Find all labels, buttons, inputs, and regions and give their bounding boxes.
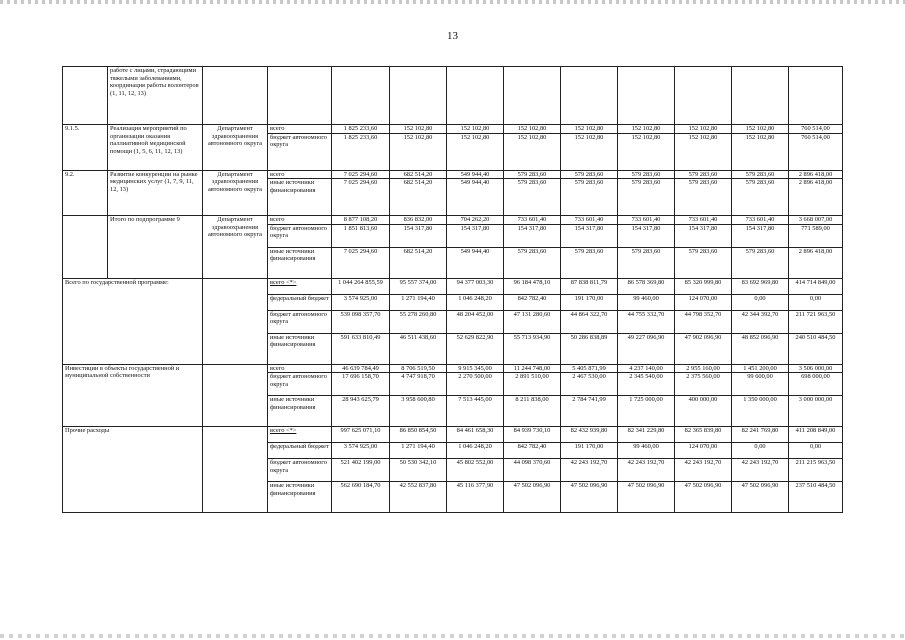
amount-cell: 47 502 096,90 [561,482,618,513]
amount-cell: 698 000,00 [789,373,843,396]
amount-cell: 3 000 000,00 [789,396,843,427]
amount-cell: 47 502 096,90 [675,482,732,513]
amount-cell: 86 850 854,50 [390,427,447,443]
amount-cell: 191 170,00 [561,443,618,459]
amount-cell: 47 502 096,90 [732,482,789,513]
amount-cell: 50 286 838,89 [561,333,618,364]
amount-cell: 2 467 530,00 [561,373,618,396]
amount-cell: 0,00 [732,443,789,459]
amount-cell: 211 721 963,50 [789,310,843,333]
amount-cell: 47 902 096,90 [675,333,732,364]
source-cell: федеральный бюджет [268,294,332,310]
amount-cell: 152 102,80 [561,133,618,170]
amount-cell: 539 098 357,70 [332,310,390,333]
amount-cell: 124 070,00 [675,294,732,310]
table-row [63,67,843,125]
amount-cell: 152 102,80 [618,133,675,170]
amount-cell: 411 208 849,00 [789,427,843,443]
amount-cell: 8 211 838,00 [504,396,561,427]
amount-cell: 152 102,80 [390,133,447,170]
source-cell: бюджет автономного округа [268,224,332,247]
amount-cell: 8 877 108,20 [332,216,390,225]
amount-cell: 7 025 294,60 [332,179,390,216]
amount-cell: 84 939 730,10 [504,427,561,443]
amount-cell: 42 552 837,80 [390,482,447,513]
amount-cell: 997 625 071,10 [332,427,390,443]
source-cell: бюджет автономного округа [268,133,332,170]
amount-cell: 124 070,00 [675,443,732,459]
amount-cell: 5 405 871,99 [561,364,618,373]
source-cell: иные источники финансирования [268,247,332,278]
amount-cell: 152 102,80 [390,125,447,134]
amount-cell: 85 320 999,80 [675,278,732,294]
amount-cell: 3 668 007,00 [789,216,843,225]
amount-cell: 55 278 260,80 [390,310,447,333]
amount-cell: 96 184 478,10 [504,278,561,294]
amount-cell: 579 283,60 [504,170,561,179]
amount-cell: 9 915 345,00 [447,364,504,373]
amount-cell: 95 557 374,00 [390,278,447,294]
amount-cell: 771 589,00 [789,224,843,247]
amount-cell: 82 341 229,80 [618,427,675,443]
scan-edge-top [0,0,905,4]
amount-cell: 2 955 160,00 [675,364,732,373]
table-row [63,278,843,294]
section-title-cell: Прочие расходы [63,427,203,513]
amount-cell: 760 514,00 [789,133,843,170]
amount-cell: 704 262,20 [447,216,504,225]
activity-title-cell: Развитие конкуренции на рынке медицинских услуг (1, 7, 9, 11, 12, 13) [108,170,203,216]
amount-cell: 28 943 625,79 [332,396,390,427]
amount-cell: 3 958 600,80 [390,396,447,427]
amount-cell: 154 317,80 [504,224,561,247]
source-cell: иные источники финансирования [268,482,332,513]
amount-cell: 94 377 003,30 [447,278,504,294]
amount-cell: 2 896 418,00 [789,170,843,179]
row-number-cell [63,67,108,125]
source-cell: бюджет автономного округа [268,373,332,396]
amount-cell: 1 350 000,00 [732,396,789,427]
row-number-cell [63,216,108,279]
budget-table [62,66,843,513]
amount-cell: 50 530 342,10 [390,459,447,482]
amount-cell: 47 502 096,90 [618,482,675,513]
amount-cell: 842 782,40 [504,443,561,459]
source-cell: всего [268,364,332,373]
amount-cell: 7 025 294,60 [332,247,390,278]
amount-cell: 760 514,00 [789,125,843,134]
section-title-cell: Всего по государственной программе: [63,278,203,364]
amount-cell: 682 514,20 [390,179,447,216]
amount-cell: 154 317,80 [390,224,447,247]
amount-cell: 579 283,60 [561,170,618,179]
source-cell [268,67,332,125]
amount-cell: 152 102,80 [675,133,732,170]
amount-cell: 549 944,40 [447,247,504,278]
source-cell: бюджет автономного округа [268,459,332,482]
amount-cell: 579 283,60 [675,247,732,278]
amount-cell: 152 102,80 [675,125,732,134]
amount-cell: 579 283,60 [561,247,618,278]
amount-cell: 2 891 510,00 [504,373,561,396]
amount-cell: 17 696 158,70 [332,373,390,396]
executor-cell [203,278,268,364]
amount-cell: 87 838 811,79 [561,278,618,294]
amount-cell: 46 511 438,60 [390,333,447,364]
amount-cell: 7 513 445,00 [447,396,504,427]
amount-cell: 44 798 352,70 [675,310,732,333]
table-row [63,427,843,443]
section-title-cell: Инвестиции в объекты государственной и муниципальной собственности [63,364,203,427]
amount-cell: 562 690 184,70 [332,482,390,513]
amount-cell: 836 832,00 [390,216,447,225]
amount-cell: 152 102,80 [618,125,675,134]
amount-cell: 42 243 192,70 [732,459,789,482]
amount-cell: 48 852 096,90 [732,333,789,364]
amount-cell: 4 237 140,00 [618,364,675,373]
amount-cell: 48 204 452,00 [447,310,504,333]
source-cell: бюджет автономного округа [268,310,332,333]
amount-cell: 8 706 519,50 [390,364,447,373]
amount-cell: 99 600,00 [732,373,789,396]
table-row [63,170,843,179]
amount-cell: 591 633 810,49 [332,333,390,364]
amount-cell: 82 241 769,80 [732,427,789,443]
amount-cell: 579 283,60 [504,179,561,216]
activity-title-cell: Реализация мероприятий по организации оказания паллиативной медицинской помощи (1, 5, 6, 11, 12, 13) [108,125,203,171]
amount-cell: 152 102,80 [447,133,504,170]
amount-cell: 0,00 [789,294,843,310]
amount-cell: 154 317,80 [561,224,618,247]
amount-cell: 154 317,80 [618,224,675,247]
executor-cell: Департамент здравоохранения автономного округа [203,125,268,171]
executor-cell: Департамент здравоохранения автономного округа [203,170,268,216]
amount-cell: 733 601,40 [732,216,789,225]
amount-cell: 42 344 392,70 [732,310,789,333]
amount-cell: 579 283,60 [675,170,732,179]
source-cell: всего [268,125,332,134]
amount-cell: 2 270 500,00 [447,373,504,396]
amount-cell: 154 317,80 [675,224,732,247]
amount-cell: 3 574 925,00 [332,443,390,459]
amount-cell: 152 102,80 [732,133,789,170]
amount-cell: 237 510 484,50 [789,482,843,513]
amount-cell: 3 506 000,00 [789,364,843,373]
amount-cell: 579 283,60 [675,179,732,216]
amount-cell: 211 215 963,50 [789,459,843,482]
executor-cell [203,364,268,427]
source-cell: иные источники финансирования [268,333,332,364]
amount-cell: 2 896 418,00 [789,179,843,216]
source-cell: иные источники финансирования [268,179,332,216]
amount-cell: 2 345 540,00 [618,373,675,396]
amount-cell: 1 044 264 855,59 [332,278,390,294]
amount-cell: 0,00 [732,294,789,310]
amount-cell: 682 514,20 [390,170,447,179]
amount-cell: 3 574 925,00 [332,294,390,310]
page-number: 13 [447,30,458,42]
amount-cell: 579 283,60 [618,170,675,179]
row-number-cell: 9.2. [63,170,108,216]
amount-cell: 579 283,60 [732,247,789,278]
amount-cell: 733 601,40 [504,216,561,225]
amount-cell: 154 317,80 [447,224,504,247]
amount-cell: 579 283,60 [618,247,675,278]
amount-cell: 152 102,80 [561,125,618,134]
scan-edge-bottom [0,634,905,638]
amount-cell: 45 116 377,90 [447,482,504,513]
amount-cell: 1 725 000,00 [618,396,675,427]
amount-cell: 733 601,40 [618,216,675,225]
amount-cell: 99 460,00 [618,443,675,459]
executor-cell [203,67,268,125]
amount-cell: 42 243 192,70 [618,459,675,482]
table-row [63,364,843,373]
amount-cell: 1 271 194,40 [390,443,447,459]
amount-cell: 82 365 839,80 [675,427,732,443]
amount-cell: 682 514,20 [390,247,447,278]
amount-cell: 579 283,60 [618,179,675,216]
activity-title-cell: Итого по подпрограмме 9 [108,216,203,279]
amount-cell: 152 102,80 [447,125,504,134]
amount-cell: 733 601,40 [675,216,732,225]
amount-cell: 44 098 370,60 [504,459,561,482]
source-cell: всего <*> [268,278,332,294]
amount-cell: 7 025 294,60 [332,170,390,179]
amount-cell: 152 102,80 [732,125,789,134]
amount-cell: 4 747 918,70 [390,373,447,396]
amount-cell: 1 451 200,00 [732,364,789,373]
amount-cell: 44 864 322,70 [561,310,618,333]
amount-cell: 400 000,00 [675,396,732,427]
amount-cell: 45 802 552,00 [447,459,504,482]
amount-cell: 52 629 822,90 [447,333,504,364]
amount-cell: 1 046 248,20 [447,294,504,310]
amount-cell: 42 243 192,70 [675,459,732,482]
amount-cell: 579 283,60 [732,170,789,179]
amount-cell: 842 782,40 [504,294,561,310]
amount-cell: 84 461 658,30 [447,427,504,443]
amount-cell: 154 317,80 [732,224,789,247]
source-cell: всего [268,216,332,225]
amount-cell: 42 243 192,70 [561,459,618,482]
amount-cell: 1 851 813,60 [332,224,390,247]
table-row [63,125,843,134]
amount-cell: 733 601,40 [561,216,618,225]
amount-cell: 414 714 849,00 [789,278,843,294]
amount-cell: 83 692 969,80 [732,278,789,294]
table-row [63,216,843,225]
amount-cell: 82 432 939,80 [561,427,618,443]
amount-cell: 1 825 233,60 [332,133,390,170]
amount-cell: 11 244 748,00 [504,364,561,373]
amount-cell: 240 510 484,50 [789,333,843,364]
source-cell: всего [268,170,332,179]
executor-cell [203,427,268,513]
amount-cell: 1 271 194,40 [390,294,447,310]
amount-cell: 99 460,00 [618,294,675,310]
amount-cell: 152 102,80 [504,125,561,134]
activity-title-cell: работе с лицами, страдающими тяжелыми заболеваниями, координация работы волонтеров (1, 11, 12, 13) [108,67,203,125]
amount-cell: 86 578 369,80 [618,278,675,294]
amount-cell: 55 713 934,90 [504,333,561,364]
amount-cell: 1 825 233,60 [332,125,390,134]
source-cell: иные источники финансирования [268,396,332,427]
amount-cell: 49 227 096,90 [618,333,675,364]
amount-cell: 549 944,40 [447,170,504,179]
amount-cell: 579 283,60 [561,179,618,216]
amount-cell: 152 102,80 [504,133,561,170]
amount-cell: 1 046 248,20 [447,443,504,459]
amount-cell: 47 502 096,90 [504,482,561,513]
amount-cell: 46 639 784,49 [332,364,390,373]
amount-cell: 2 784 741,99 [561,396,618,427]
source-cell: федеральный бюджет [268,443,332,459]
amount-cell: 47 131 280,60 [504,310,561,333]
amount-cell: 2 375 560,00 [675,373,732,396]
budget-table-body [63,67,843,513]
amount-cell: 579 283,60 [732,179,789,216]
amount-cell: 579 283,60 [504,247,561,278]
executor-cell: Департамент здравоохранения автономного округа [203,216,268,279]
amount-cell: 0,00 [789,443,843,459]
row-number-cell: 9.1.5. [63,125,108,171]
amount-cell: 2 896 418,00 [789,247,843,278]
source-cell: всего <*> [268,427,332,443]
amount-cell: 549 944,40 [447,179,504,216]
amount-cell: 44 755 332,70 [618,310,675,333]
amount-cell: 521 402 199,00 [332,459,390,482]
amount-cell: 191 170,00 [561,294,618,310]
